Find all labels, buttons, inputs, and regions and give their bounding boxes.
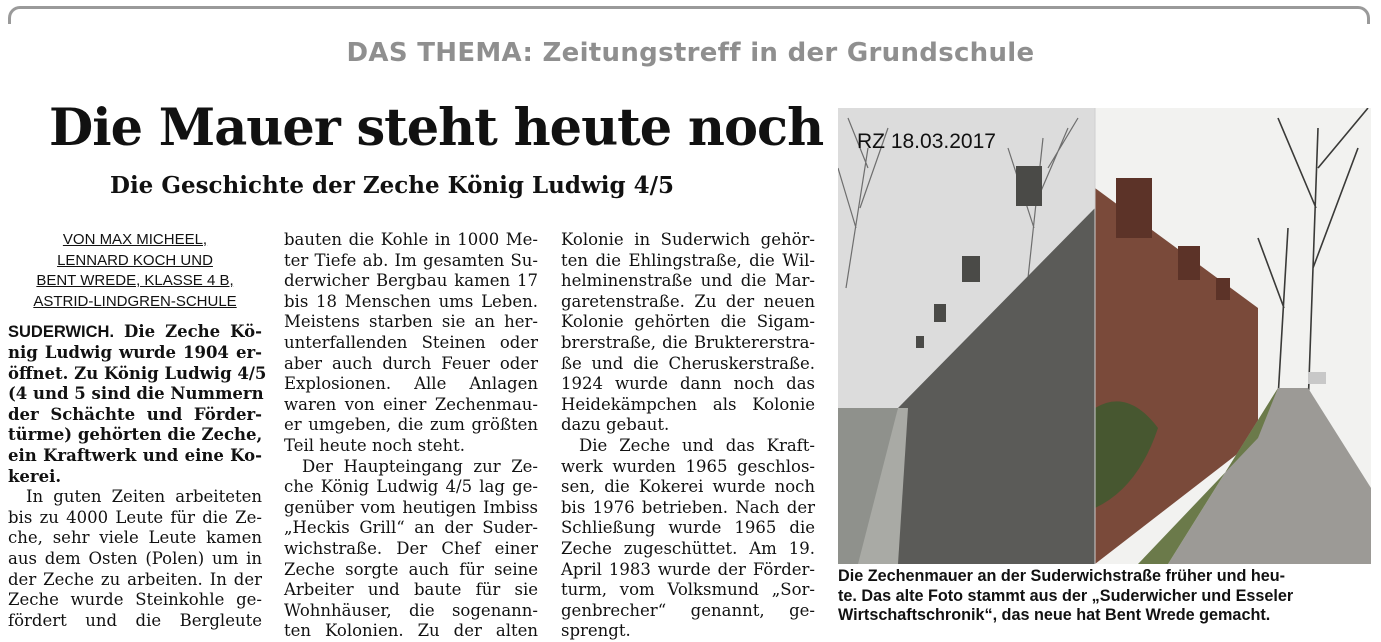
article-column-3 [561, 230, 815, 642]
text-line: ter Tiefe ab. Im gesamten Su- [284, 250, 538, 270]
text-line: bis 18 Menschen ums Leben. [284, 291, 538, 311]
new-photo-car [1308, 372, 1326, 384]
lead-line [8, 322, 262, 343]
text-line: waren von einer Zechenmau- [284, 394, 538, 414]
text-line: turm, vom Volksmund „Sor- [561, 580, 815, 600]
article-headline: Die Mauer steht heute noch [49, 98, 824, 158]
lead-line: kerei. [8, 466, 62, 486]
text-line: er umgeben, die zum größten [284, 415, 538, 435]
photo-date-stamp: RZ 18.03.2017 [857, 130, 996, 153]
text-line: 1924 wurde dann noch das [561, 374, 815, 394]
lead-line: der Schächte und Förder- [8, 404, 262, 424]
text-line: derwicher Bergbau kamen 17 [284, 271, 538, 291]
text-line: „Heckis Grill“ an der Suder- [284, 518, 538, 538]
byline-line: ASTRID-LINDGREN-SCHULE [33, 292, 237, 310]
text-line: ten die Ehlingstraße, die Wil- [561, 250, 815, 270]
section-rubric: DAS THEMA: Zeitungstreff in der Grundschule [346, 38, 1035, 68]
byline-line: VON MAX MICHEEL, [62, 231, 208, 248]
text-line: ten Kolonien. Zu der alten [284, 621, 538, 641]
text-line: wichstraße. Der Chef einer [284, 538, 538, 558]
text-line: che, sehr viele Leute kamen [8, 528, 262, 548]
page-frame-top [8, 6, 1370, 24]
article-column-1 [8, 230, 267, 631]
text-line: Wohnhäuser, die sogenann- [284, 600, 538, 620]
text-line: Arbeiter und baute für sie [284, 580, 538, 600]
text-line: bauten die Kohle in 1000 Me- [284, 230, 538, 249]
article-photo [838, 108, 1371, 564]
text-line: sen, die Kokerei wurde noch [561, 477, 815, 497]
text-line: April 1983 wurde der Förder- [561, 559, 815, 579]
text-line: Explosionen. Alle Anlagen [284, 374, 538, 394]
text-line: In guten Zeiten arbeiteten [26, 487, 262, 507]
text-line: Kolonie gehörten die Sigam- [561, 312, 815, 332]
dateline: SUDERWICH. [8, 323, 115, 342]
text-line: der Zeche zu arbeiten. In der [8, 569, 262, 589]
text-line: fördert und die Bergleute [8, 610, 262, 630]
photo-caption [838, 567, 1358, 626]
lead-line: nig Ludwig wurde 1904 er- [8, 342, 262, 362]
text-line: Die Zeche und das Kraft- [579, 435, 815, 455]
text-line: Der Haupteingang zur Ze- [302, 456, 538, 476]
lead-line: türme) gehörten die Zeche, [8, 425, 263, 445]
article-column-2 [284, 230, 538, 642]
text-line: Kolonie in Suderwich gehör- [561, 230, 815, 249]
caption-line: Wirtschaftschronik“, das neue hat Bent Wrede gemacht. [838, 606, 1271, 624]
byline-line: BENT WREDE, KLASSE 4 B, [36, 272, 234, 290]
text-line: Zeche sorgte auch für seine [284, 559, 538, 579]
text-line: aber auch durch Feuer oder [284, 353, 538, 373]
wall-photo-illustration [838, 108, 1371, 564]
text-line: bis zu 4000 Leute für die Ze- [8, 507, 262, 527]
byline-line: LENNARD KOCH UND [57, 251, 213, 269]
text-line: bis 1976 betrieben. Nach der [561, 497, 815, 517]
text-line: ße und die Cheruskerstraße. [561, 353, 815, 373]
text-line: Schließung wurde 1965 die [561, 518, 815, 538]
lead-line: öffnet. Zu König Ludwig 4/5 [8, 363, 267, 383]
text-line: brerstraße, die Bruktererstra- [561, 332, 815, 352]
lead-text: Die Zeche Kö- [124, 322, 262, 342]
caption-line: te. Das alte Foto stammt aus der „Suderwicher und Esseler [838, 586, 1294, 605]
text-line: werk wurden 1965 geschlos- [561, 456, 815, 476]
caption-line: Die Zechenmauer an der Suderwichstraße früher und heu- [838, 567, 1286, 585]
text-line: sprengt. [561, 621, 631, 641]
text-line: helminenstraße und die Mar- [561, 271, 815, 291]
text-line: aus dem Osten (Polen) um in [8, 548, 262, 568]
text-line: Zeche zugeschüttet. Am 19. [561, 538, 815, 558]
text-line: Teil heute noch steht. [284, 435, 465, 455]
byline [8, 230, 262, 312]
text-line: Heidekämpchen als Kolonie [561, 394, 815, 414]
text-line: dazu gebaut. [561, 415, 670, 435]
text-line: garetenstraße. Zu der neuen [561, 291, 815, 311]
lead-line: ein Kraftwerk und eine Ko- [8, 445, 262, 465]
lead-line: (4 und 5 sind die Nummern [8, 384, 264, 404]
article-subheadline: Die Geschichte der Zeche König Ludwig 4/5 [110, 172, 675, 199]
text-line: genüber vom heutigen Imbiss [284, 497, 538, 517]
text-line: che König Ludwig 4/5 lag ge- [284, 477, 538, 497]
text-line: unterfallenden Steinen oder [284, 332, 538, 352]
text-line: Meistens starben sie an her- [284, 312, 538, 332]
text-line: genbrecher“ genannt, ge- [561, 600, 815, 620]
text-line: Zeche wurde Steinkohle ge- [8, 590, 262, 610]
